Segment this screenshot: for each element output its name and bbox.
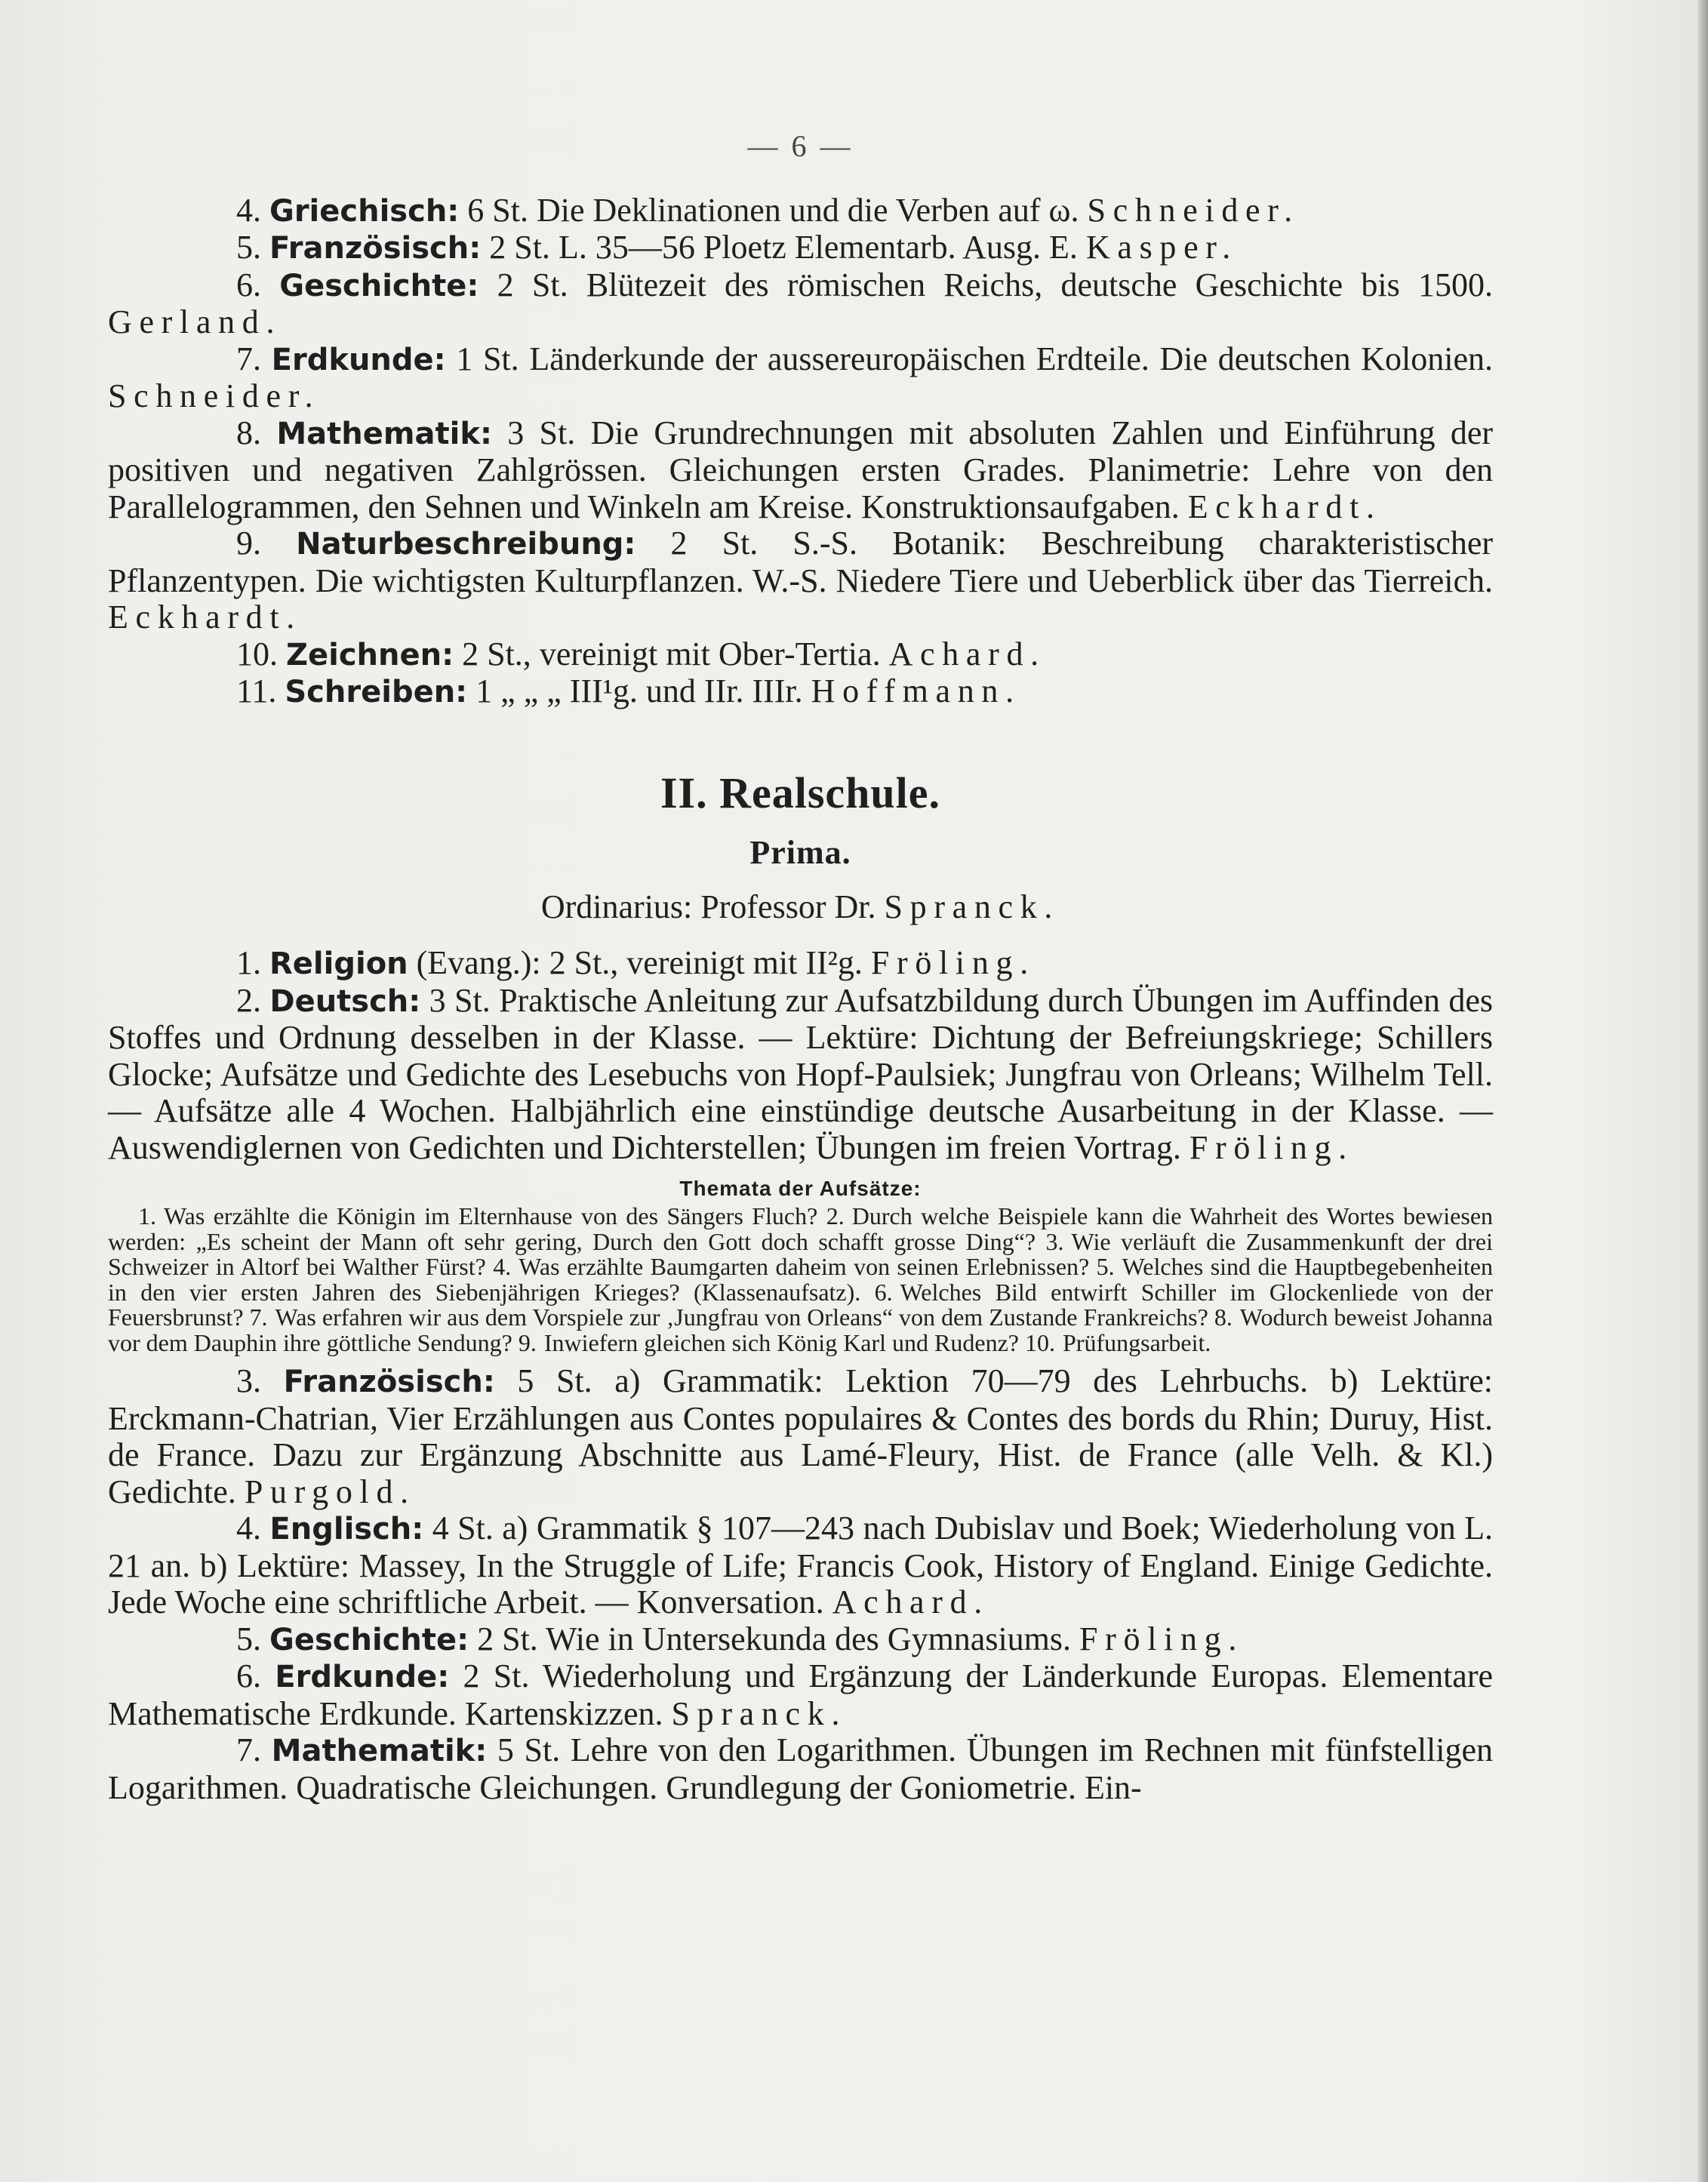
- entry-number: 4.: [236, 191, 261, 229]
- teacher-name: Fröling.: [1189, 1128, 1354, 1166]
- subject-hours: 3 St.: [429, 981, 491, 1019]
- teacher-name: Hoffmann.: [811, 672, 1021, 709]
- subject-hours: 2 St.,: [462, 635, 531, 672]
- teacher-name: Schneider.: [108, 377, 321, 414]
- subject-entry: [108, 636, 1493, 674]
- page-number: — 6 —: [747, 129, 854, 163]
- thema-number: 10.: [1025, 1328, 1055, 1356]
- subject-description: a) Grammatik: Lektion 70—79 des Lehrbuchs. b) Lektüre: Erckmann-Chatrian, Vier Erzählungen aus Contes populaires & Contes des bords du Rhin; Duruy, Hist. de France. Dazu zur Ergänzung Abschnitte aus Lamé-Fleury, Hist. de France (alle Velh. & Kl.) Gedichte.: [108, 1362, 1493, 1510]
- entry-number: 7.: [236, 340, 261, 377]
- thema-text: Wie verläuft die Zusammenkunft der drei Schweizer in Altorf bei Walther Fürst?: [108, 1227, 1494, 1280]
- teacher-name: Kasper.: [1085, 229, 1238, 266]
- teacher-name: Gerland.: [108, 303, 282, 340]
- thema-number: 7.: [249, 1303, 268, 1331]
- gymnasium-subject-list: [108, 192, 1493, 711]
- themata-heading: Themata der Aufsätze:: [679, 1177, 922, 1200]
- entry-number: 9.: [236, 525, 261, 562]
- subject-entry: [108, 1621, 1493, 1659]
- section-title: II. Realschule.: [660, 768, 941, 817]
- subject-hours: 4 St.: [432, 1510, 494, 1546]
- thema-text: Was erzählte die Königin im Elternhause von des Sängers Fluch?: [164, 1202, 818, 1229]
- subject-description: Länderkunde der aussereuropäischen Erdteile. Die deutschen Kolonien.: [529, 340, 1494, 377]
- subject-description: Lehre von den Logarithmen. Übungen im Rechnen mit fünfstelligen Logarithmen. Quadratische Gleichungen. Grundlegung der Goniometrie. Ein-: [108, 1731, 1494, 1806]
- teacher-name: Spranck.: [671, 1694, 848, 1732]
- subject-hours: (Evang.): 2 St.,: [416, 944, 619, 981]
- subject-entry: [108, 1363, 1493, 1510]
- subject-hours: 3 St.: [507, 414, 576, 451]
- subject-entry: [108, 673, 1493, 711]
- entry-number: 11.: [236, 672, 277, 709]
- subject-description: Blütezeit des römischen Reichs, deutsche Geschichte bis 1500.: [586, 266, 1493, 303]
- teacher-name: Eckhardt.: [108, 599, 302, 636]
- subject-description: Praktische Anleitung zur Aufsatzbildung durch Übungen im Auffinden des Stoffes und Ordnung desselben in der Klasse. — Lektüre: Dichtung der Befreiungskriege; Schillers Glocke; Aufsätze und Gedichte des Lesebuchs von Hopf-Paulsiek; Jungfrau von Orleans; Wilhelm Tell. — Aufsätze alle 4 Wochen. Halbjährlich eine einstündige deutsche Ausarbeitung in der Klasse. — Auswendiglernen von Gedichten und Dichterstellen; Übungen im freien Vortrag.: [108, 981, 1493, 1166]
- entry-number: 5.: [236, 1620, 261, 1657]
- ordinarius-name: Spranck.: [884, 888, 1060, 925]
- entry-number: 6.: [236, 266, 261, 303]
- entry-number: 7.: [236, 1731, 261, 1768]
- class-title: Prima.: [749, 833, 851, 871]
- thema-number: 2.: [826, 1202, 845, 1229]
- subject-entry: [108, 1732, 1493, 1806]
- subject-name: Französisch:: [283, 1365, 495, 1399]
- realschule-subject-list-a: [108, 945, 1493, 1166]
- page-edge: [1697, 0, 1708, 2182]
- subject-hours: 2 St.: [463, 1657, 530, 1694]
- themata-paragraph: [108, 1204, 1493, 1356]
- realschule-subject-list-b: [108, 1363, 1493, 1806]
- thema-number: 5.: [1096, 1253, 1115, 1280]
- subject-hours: 2 St.: [489, 229, 550, 266]
- subject-description: III¹g. und IIr. IIIr.: [569, 672, 803, 709]
- thema-text: Welches sind die Hauptbegebenheiten in den vier ersten Jahren des Siebenjährigen Krieges? (Klassenaufsatz).: [108, 1253, 1493, 1306]
- subject-description: Wie in Untersekunda des Gymnasiums.: [546, 1620, 1072, 1657]
- subject-name: Geschichte:: [269, 1622, 469, 1657]
- teacher-name: Achard.: [888, 635, 1046, 672]
- subject-description: a) Grammatik § 107—243 nach Dubislav und Boek; Wiederholung von L. 21 an. b) Lektüre: Massey, In the Struggle of Life; Francis Cook, History of England. Einige Gedichte. Jede Woche eine schriftliche Arbeit. — Konversation.: [108, 1510, 1494, 1620]
- subject-entry: [108, 341, 1493, 415]
- subject-name: Erdkunde:: [275, 1660, 450, 1694]
- subject-hours: 1 St.: [456, 340, 519, 377]
- subject-description: vereinigt mit II²g.: [626, 944, 863, 981]
- teacher-name: Eckhardt.: [1187, 488, 1382, 525]
- subject-name: Erdkunde:: [271, 342, 446, 377]
- subject-entry: [108, 229, 1493, 267]
- thema-number: 1.: [138, 1202, 156, 1229]
- subject-description: Wiederholung und Ergänzung der Länderkunde Europas. Elementare Mathematische Erdkunde. Kartenskizzen.: [108, 1657, 1494, 1732]
- subject-description: L. 35—56 Ploetz Elementarb. Ausg. E.: [558, 229, 1078, 266]
- thema-text: Inwiefern gleichen sich König Karl und Rudenz?: [543, 1328, 1019, 1356]
- entry-number: 1.: [236, 944, 261, 981]
- subject-hours: 1 „ „ „: [475, 672, 562, 709]
- subject-name: Schreiben:: [285, 675, 468, 709]
- subject-description: Die Grundrechnungen mit absoluten Zahlen und Einführung der positiven und negativen Zahlgrössen. Gleichungen ersten Grades. Planimetrie: Lehre von den Parallelogrammen, den Sehnen und Winkeln am Kreise. Konstruktionsaufgaben.: [108, 414, 1494, 525]
- subject-entry: [108, 1510, 1493, 1621]
- teacher-name: Fröling.: [870, 944, 1036, 981]
- ordinarius-line: [108, 889, 1493, 926]
- subject-name: Deutsch:: [269, 983, 421, 1019]
- subject-name: Naturbeschreibung:: [296, 527, 636, 562]
- subject-name: Geschichte:: [279, 268, 479, 303]
- subject-description: vereinigt mit Ober-Tertia.: [539, 635, 881, 672]
- teacher-name: Schneider.: [1087, 191, 1300, 229]
- thema-number: 6.: [874, 1278, 893, 1306]
- entry-number: 2.: [236, 981, 261, 1019]
- subject-description: S.-S. Botanik: Beschreibung charakteristischer Pflanzentypen. Die wichtigsten Kulturpflanzen. W.-S. Niedere Tiere und Ueberblick über das Tierreich.: [108, 525, 1494, 599]
- subject-name: Zeichnen:: [286, 637, 454, 672]
- entry-number: 4.: [236, 1510, 261, 1546]
- subject-entry: [108, 267, 1493, 341]
- thema-number: 9.: [518, 1328, 537, 1356]
- teacher-name: Purgold.: [244, 1473, 416, 1510]
- entry-number: 6.: [236, 1657, 261, 1694]
- thema-text: Welches Bild entwirft Schiller im Glockenliede von der Feuersbrunst?: [108, 1278, 1494, 1331]
- subject-entry: [108, 1658, 1493, 1732]
- thema-number: 8.: [1214, 1303, 1233, 1331]
- subject-name: Englisch:: [269, 1512, 424, 1546]
- subject-hours: 5 St.: [517, 1362, 592, 1399]
- page-content: [108, 128, 1493, 1806]
- subject-hours: 5 St.: [497, 1731, 561, 1768]
- subject-entry: [108, 945, 1493, 983]
- subject-hours: 6 St.: [467, 191, 528, 229]
- subject-description: Die Deklinationen und die Verben auf ω.: [537, 191, 1079, 229]
- teacher-name: Fröling.: [1079, 1620, 1245, 1657]
- subject-entry: [108, 192, 1493, 230]
- entry-number: 5.: [236, 229, 261, 266]
- entry-number: 10.: [236, 635, 278, 672]
- entry-number: 3.: [236, 1362, 261, 1399]
- thema-text: Was erzählte Baumgarten daheim von seinen Erlebnissen?: [519, 1253, 1090, 1280]
- subject-hours: 2 St.: [670, 525, 759, 562]
- thema-number: 3.: [1045, 1227, 1064, 1255]
- thema-text: Durch welche Beispiele kann die Wahrheit des Wortes bewiesen werden: „Es scheint der Mann oft sehr gering, Durch den Gott doch schafft grosse Ding“?: [108, 1202, 1494, 1255]
- subject-name: Griechisch:: [269, 193, 460, 229]
- thema-number: 4.: [493, 1253, 512, 1280]
- subject-name: Mathematik:: [271, 1734, 488, 1768]
- teacher-name: Achard.: [832, 1583, 989, 1620]
- subject-name: Religion: [269, 946, 408, 981]
- subject-hours: 2 St.: [497, 266, 568, 303]
- thema-text: Was erfahren wir aus dem Vorspiele zur ‚Jungfrau von Orleans“ von dem Zustande Frankreichs?: [275, 1303, 1208, 1331]
- subject-entry: [108, 983, 1493, 1167]
- entry-number: 8.: [236, 414, 261, 451]
- thema-text: Wodurch beweist Johanna vor dem Dauphin ihre göttliche Sendung?: [108, 1303, 1493, 1356]
- subject-name: Französisch:: [269, 231, 482, 266]
- subject-name: Mathematik:: [276, 416, 492, 451]
- ordinarius-label: Ordinarius: Professor Dr.: [540, 888, 876, 925]
- thema-text: Prüfungsarbeit.: [1063, 1328, 1211, 1356]
- subject-entry: [108, 525, 1493, 636]
- subject-hours: 2 St.: [477, 1620, 538, 1657]
- subject-entry: [108, 415, 1493, 526]
